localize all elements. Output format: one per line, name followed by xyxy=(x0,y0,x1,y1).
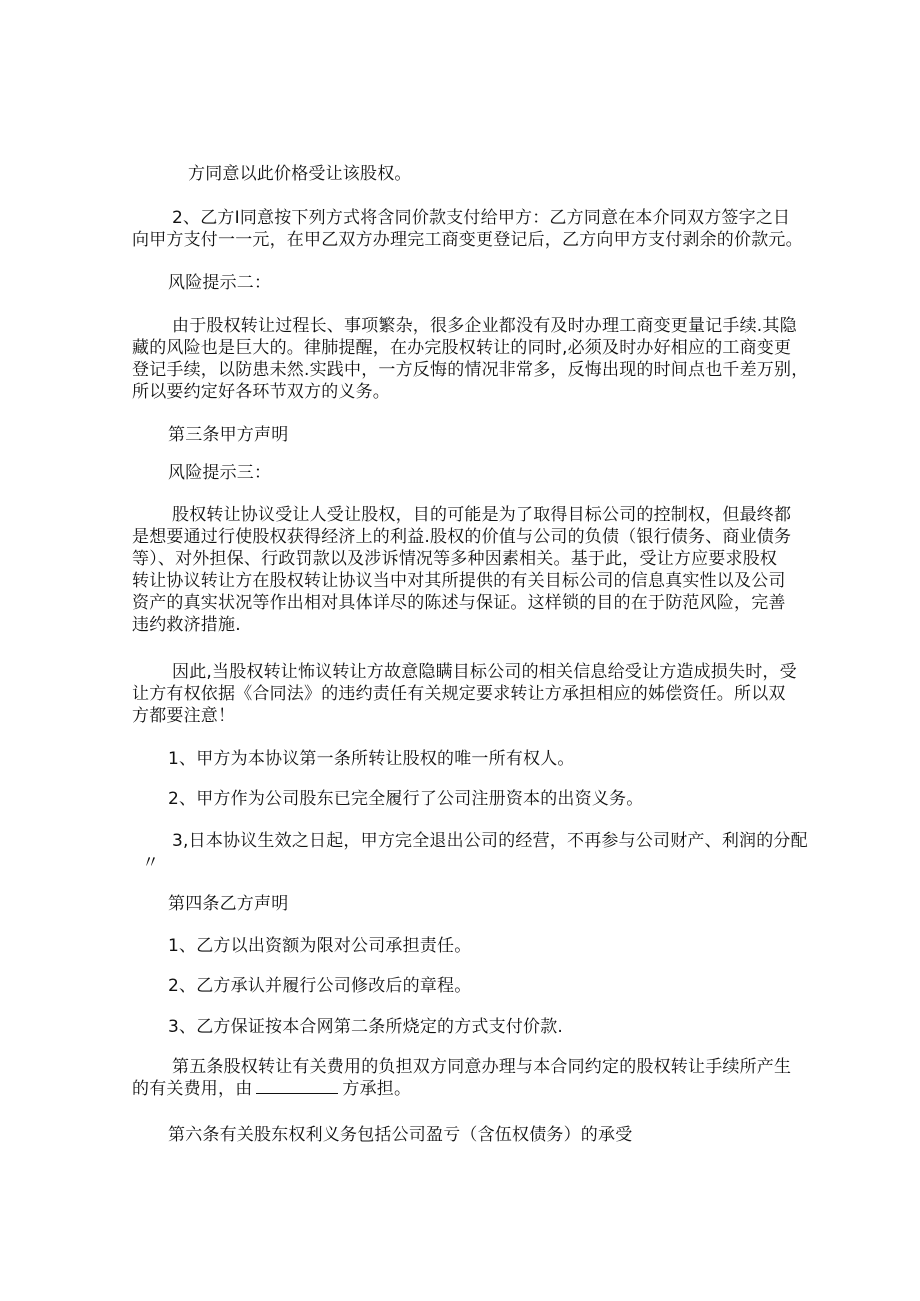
list-item: 3、乙方保证按本合网第二条所烧定的方式支付价款. xyxy=(168,1017,564,1037)
paragraph-line: 转让协议转让方在股权转让协议当中对其所提供的有关目标公司的信息真实性以及公司 xyxy=(132,571,786,591)
paragraph-line: 方都要注意！ xyxy=(132,706,236,726)
list-item: 1、乙方以出资额为限对公司承担责任。 xyxy=(168,936,472,956)
stray-mark: 〃 xyxy=(142,853,160,873)
paragraph-line: 登记手续，以防患未然.实践中，一方反悔的情况非常多，反悔出现的时间点也千差万别， xyxy=(132,360,809,380)
list-item: 2、甲方作为公司股东已完全履行了公司注册资本的出资义务。 xyxy=(168,789,644,809)
section-label: 风险提示三： xyxy=(168,463,272,483)
section-label: 风险提示二： xyxy=(168,273,272,293)
fill-in-blank xyxy=(256,1079,338,1094)
paragraph-line: 藏的风险也是巨大的。律肺提醒，在办完股权转让的同时,必须及时办好相应的工商变更 xyxy=(132,338,792,358)
article-heading: 第六条有关股东权利义务包括公司盈亏（含伍权债务）的承受 xyxy=(168,1125,633,1145)
paragraph-line: 2、乙方I同意按下列方式将含同价款支付给甲方：乙方同意在本介同双方签字之日 xyxy=(172,208,791,228)
article-heading: 第三条甲方声明 xyxy=(168,425,289,445)
list-item: 2、乙方承认并履行公司修改后的章程。 xyxy=(168,976,472,996)
list-item: 3,日本协议生效之日起，甲方完全退出公司的经营，不再参与公司财产、利润的分配 xyxy=(172,831,808,851)
paragraph-line: 第五条股权转让有关费用的负担双方同意办理与本合同约定的股权转让手续所产生 xyxy=(172,1057,792,1077)
article-heading: 第四条乙方声明 xyxy=(168,894,289,914)
text-after-blank: 方承担。 xyxy=(342,1079,412,1099)
paragraph-line: 是想要通过行使股权获得经济上的利益.股权的价值与公司的负债（银行债务、商业债务 xyxy=(132,527,792,547)
paragraph-line: 所以要约定好各环节双方的义务。 xyxy=(132,382,390,402)
list-item: 1、甲方为本协议第一条所转让股权的唯一所有权人。 xyxy=(168,749,575,769)
text-before-blank: 的有关费用，由 xyxy=(132,1079,253,1099)
paragraph-line: 方同意以此价格受让该股权。 xyxy=(188,164,412,184)
paragraph-line: 违约救济措施. xyxy=(132,615,241,635)
paragraph-line: 等）、对外担保、行政罚款以及涉诉情况等多种因素相关。基于此，受让方应要求股权 xyxy=(132,549,778,569)
paragraph-line: 让方有权依据《合同法》的违约责任有关规定要求转让方承担相应的姊偿资任。所以双 xyxy=(132,684,786,704)
paragraph-line: 资产的真实状况等作出相对具体详尽的陈述与保证。这样锁的目的在于防范风险，完善 xyxy=(132,593,786,613)
paragraph-line: 由于股权转让过程长、事项繁杂，很多企业都没有及时办理工商变更量记手续.其隐 xyxy=(172,316,797,336)
paragraph-line: 向甲方支付一一元，在甲乙双方办理完工商变更登记后，乙方向甲方支付剥余的价款元。 xyxy=(132,230,803,250)
paragraph-line: 因此,当股权转让怖议转让方故意隐瞒目标公司的相关信息给受让方造成损失时，受 xyxy=(172,662,797,682)
paragraph-line: 股权转让协议受让人受让股权，目的可能是为了取得目标公司的控制权，但最终都 xyxy=(172,505,792,525)
paragraph-line xyxy=(132,1078,411,1100)
